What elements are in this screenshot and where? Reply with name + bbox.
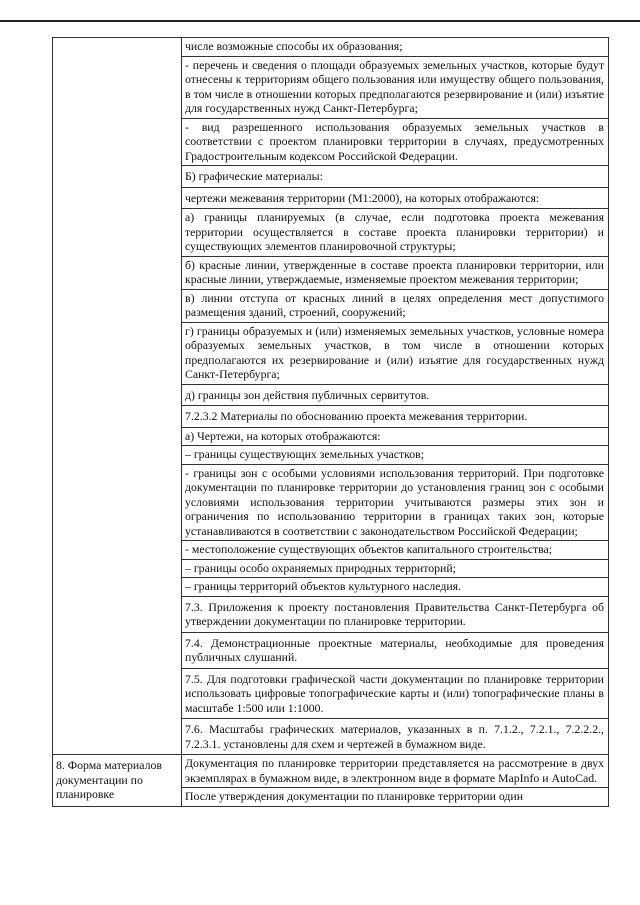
paragraph: - перечень и сведения о площади образуемых земельных участков, которые будут отнесены к территориям общего пользования или имуществу общего пользования, в том числе в отношении которых предполагаются резервирование и (или) изъятие для государственных нужд Санкт-Петербурга; xyxy=(182,57,608,119)
paragraph: в) линии отступа от красных линий в целях определения мест допустимого размещения зданий, строений, сооружений; xyxy=(182,290,608,323)
paragraph: После утверждения документации по планировке территории один xyxy=(185,789,524,803)
paragraph: 7.6. Масштабы графических материалов, указанных в п. 7.1.2., 7.2.1., 7.2.2.2., 7.2.3.1. установлены для схем и чертежей в бумажном виде. xyxy=(185,722,604,751)
section-8-label: 8. Форма материалов документации по планировке xyxy=(56,758,162,801)
paragraph: б) красные линии, утвержденные в составе проекта планировки территории, или красные линии, утверждаемые, изменяемые проектом межевания территории; xyxy=(182,257,608,290)
section-label-cell-empty xyxy=(53,38,182,755)
paragraph: 7.5. Для подготовки графической части документации по планировке территории использовать цифровые топографические карты и (или) топографические планы в масштабе 1:500 или 1:1000. xyxy=(182,669,608,720)
paragraph: чертежи межевания территории (М1:2000), на которых отображаются: xyxy=(182,188,608,210)
paragraph: а) границы планируемых (в случае, если подготовка проекта межевания территории осуществляется в составе проекта планировки территории) и существующих элементов планировочной структуры; xyxy=(182,209,608,257)
paragraph: Б) графические материалы: xyxy=(182,166,608,188)
section-content-cell xyxy=(182,38,609,755)
paragraph: Документация по планировке территории представляется на рассмотрение в двух экземплярах в бумажном виде, в электронном виде в формате MapInfo и AutoCad. xyxy=(182,755,608,788)
paragraph: – границы особо охраняемых природных территорий; xyxy=(182,560,608,579)
paragraph: 7.2.3.2 Материалы по обоснованию проекта межевания территории. xyxy=(182,406,608,428)
page-bottom-margin xyxy=(0,838,640,905)
document-sheet xyxy=(52,37,606,807)
section-label-cell xyxy=(53,755,182,807)
table-row-section-8 xyxy=(53,755,609,807)
paragraph: 7.4. Демонстрационные проектные материалы, необходимые для проведения публичных слушаний. xyxy=(182,633,608,669)
paragraph: – границы существующих земельных участков; xyxy=(182,446,608,465)
paragraph: числе возможные способы их образования; xyxy=(182,38,608,57)
section-8-content-cell xyxy=(182,755,609,807)
paragraph: – границы территорий объектов культурного наследия. xyxy=(182,578,608,597)
paragraph: д) границы зон действия публичных сервитутов. xyxy=(182,385,608,407)
table-row-section-7 xyxy=(53,38,609,755)
page-top-rule xyxy=(0,20,640,22)
paragraph: - границы зон с особыми условиями использования территорий. При подготовке документации по планировке территории до установления границ зон с особыми условиями использования территории учитываются размеры этих зон и ограничения по использованию территории в границах таких зон, которые устанавливаются в соответствии с законодательством Российской Федерации; xyxy=(182,465,608,542)
paragraph: г) границы образуемых и (или) изменяемых земельных участков, условные номера образуемых земельных участков, в том числе в отношении которых предполагаются их резервирование и (или) изъятие для государственных нужд Санкт-Петербурга; xyxy=(182,323,608,385)
paragraph: а) Чертежи, на которых отображаются: xyxy=(182,428,608,447)
paragraph: - вид разрешенного использования образуемых земельных участков в соответствии с проектом планировки территории в случаях, предусмотренных Градостроительным кодексом Российской Федерации. xyxy=(182,119,608,167)
paragraph: 7.3. Приложения к проекту постановления Правительства Санкт-Петербурга об утверждении документации по планировке территории. xyxy=(182,597,608,633)
requirements-table xyxy=(52,37,609,807)
paragraph: - местоположение существующих объектов капитального строительства; xyxy=(182,541,608,560)
